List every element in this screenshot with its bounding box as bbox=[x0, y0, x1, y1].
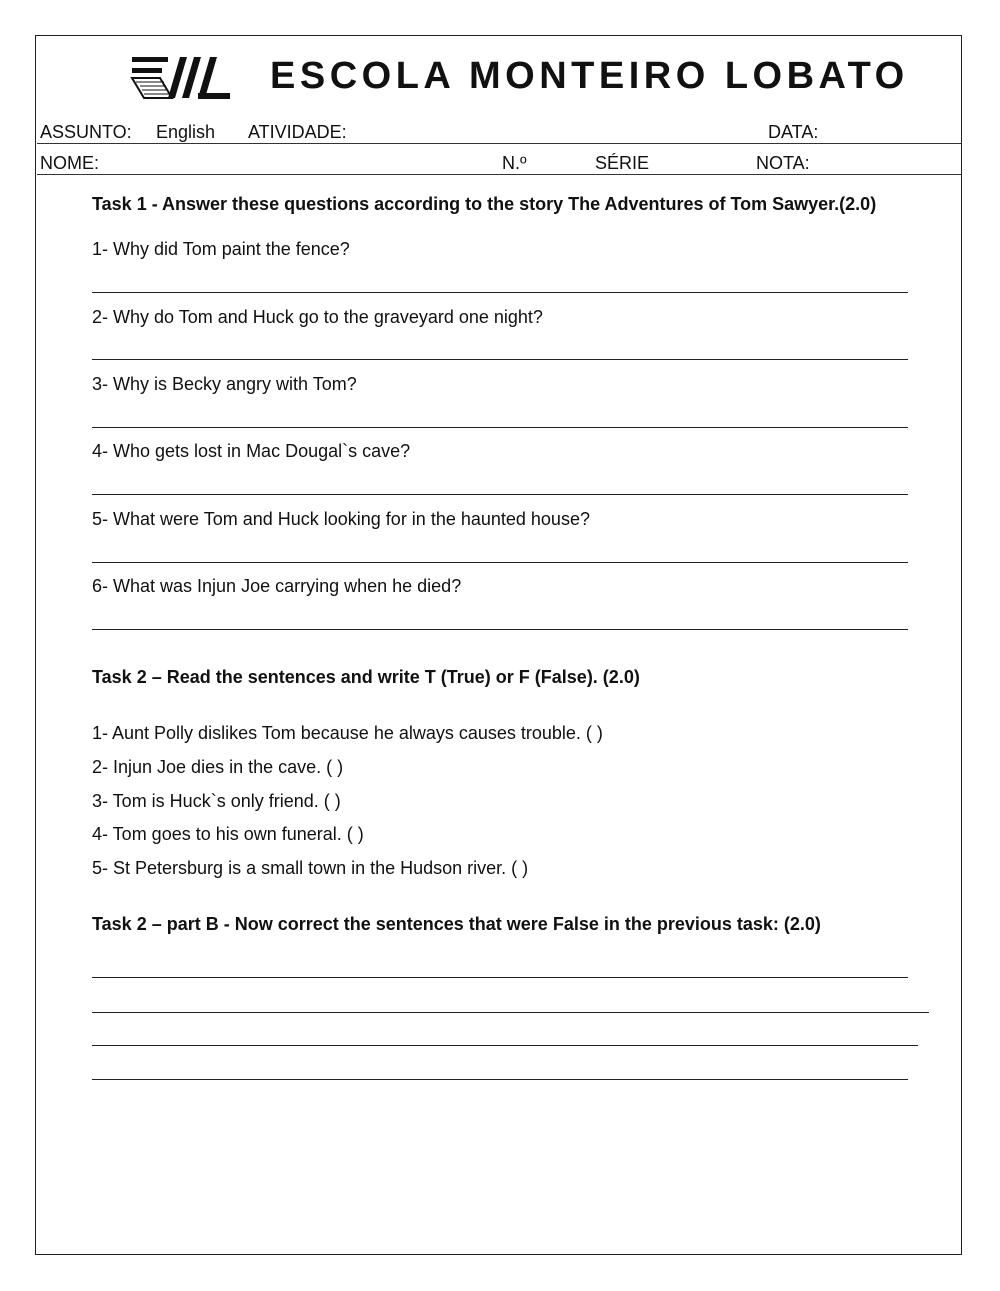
answer-line[interactable] bbox=[92, 292, 908, 293]
header-divider bbox=[37, 174, 961, 175]
subject-label: ASSUNTO: bbox=[40, 122, 132, 142]
name-label: NOME: bbox=[40, 153, 100, 173]
task2b-title: Task 2 – part B - Now correct the sentences that were False in the previous task: (2.0) bbox=[92, 914, 821, 934]
school-logo-icon bbox=[130, 54, 232, 100]
task1-question: 2- Why do Tom and Huck go to the graveyard one night? bbox=[92, 307, 543, 327]
answer-line[interactable] bbox=[92, 977, 908, 978]
answer-line[interactable] bbox=[92, 629, 908, 630]
page-frame bbox=[35, 35, 962, 1255]
grade-label: SÉRIE bbox=[595, 153, 650, 173]
task1-question: 4- Who gets lost in Mac Dougal`s cave? bbox=[92, 441, 411, 461]
date-label: DATA: bbox=[768, 122, 819, 142]
task1-question: 3- Why is Becky angry with Tom? bbox=[92, 374, 357, 394]
header-divider bbox=[37, 143, 961, 144]
answer-line[interactable] bbox=[92, 1045, 918, 1046]
task2-title: Task 2 – Read the sentences and write T (True) or F (False). (2.0) bbox=[92, 667, 640, 687]
answer-line[interactable] bbox=[92, 359, 908, 360]
task1-question: 1- Why did Tom paint the fence? bbox=[92, 239, 350, 259]
answer-line[interactable] bbox=[92, 427, 908, 428]
answer-line[interactable] bbox=[92, 1079, 908, 1080]
number-label: N.º bbox=[502, 153, 527, 173]
task2-sentence: 1- Aunt Polly dislikes Tom because he always causes trouble. ( ) bbox=[92, 723, 603, 743]
task1-question: 5- What were Tom and Huck looking for in the haunted house? bbox=[92, 509, 590, 529]
activity-label: ATIVIDADE: bbox=[248, 122, 347, 142]
task2-sentence: 5- St Petersburg is a small town in the Hudson river. ( ) bbox=[92, 858, 529, 878]
school-name: ESCOLA MONTEIRO LOBATO bbox=[270, 55, 909, 97]
answer-line[interactable] bbox=[92, 562, 908, 563]
task2-sentence: 3- Tom is Huck`s only friend. ( ) bbox=[92, 791, 341, 811]
task1-title: Task 1 - Answer these questions according to the story The Adventures of Tom Sawyer.(2.0) bbox=[92, 194, 877, 214]
answer-line[interactable] bbox=[92, 1012, 929, 1013]
task2-sentence: 2- Injun Joe dies in the cave. ( ) bbox=[92, 757, 344, 777]
subject-value: English bbox=[156, 122, 216, 142]
task2-sentence: 4- Tom goes to his own funeral. ( ) bbox=[92, 824, 364, 844]
task1-question: 6- What was Injun Joe carrying when he died? bbox=[92, 576, 462, 596]
answer-line[interactable] bbox=[92, 494, 908, 495]
score-label: NOTA: bbox=[756, 153, 810, 173]
